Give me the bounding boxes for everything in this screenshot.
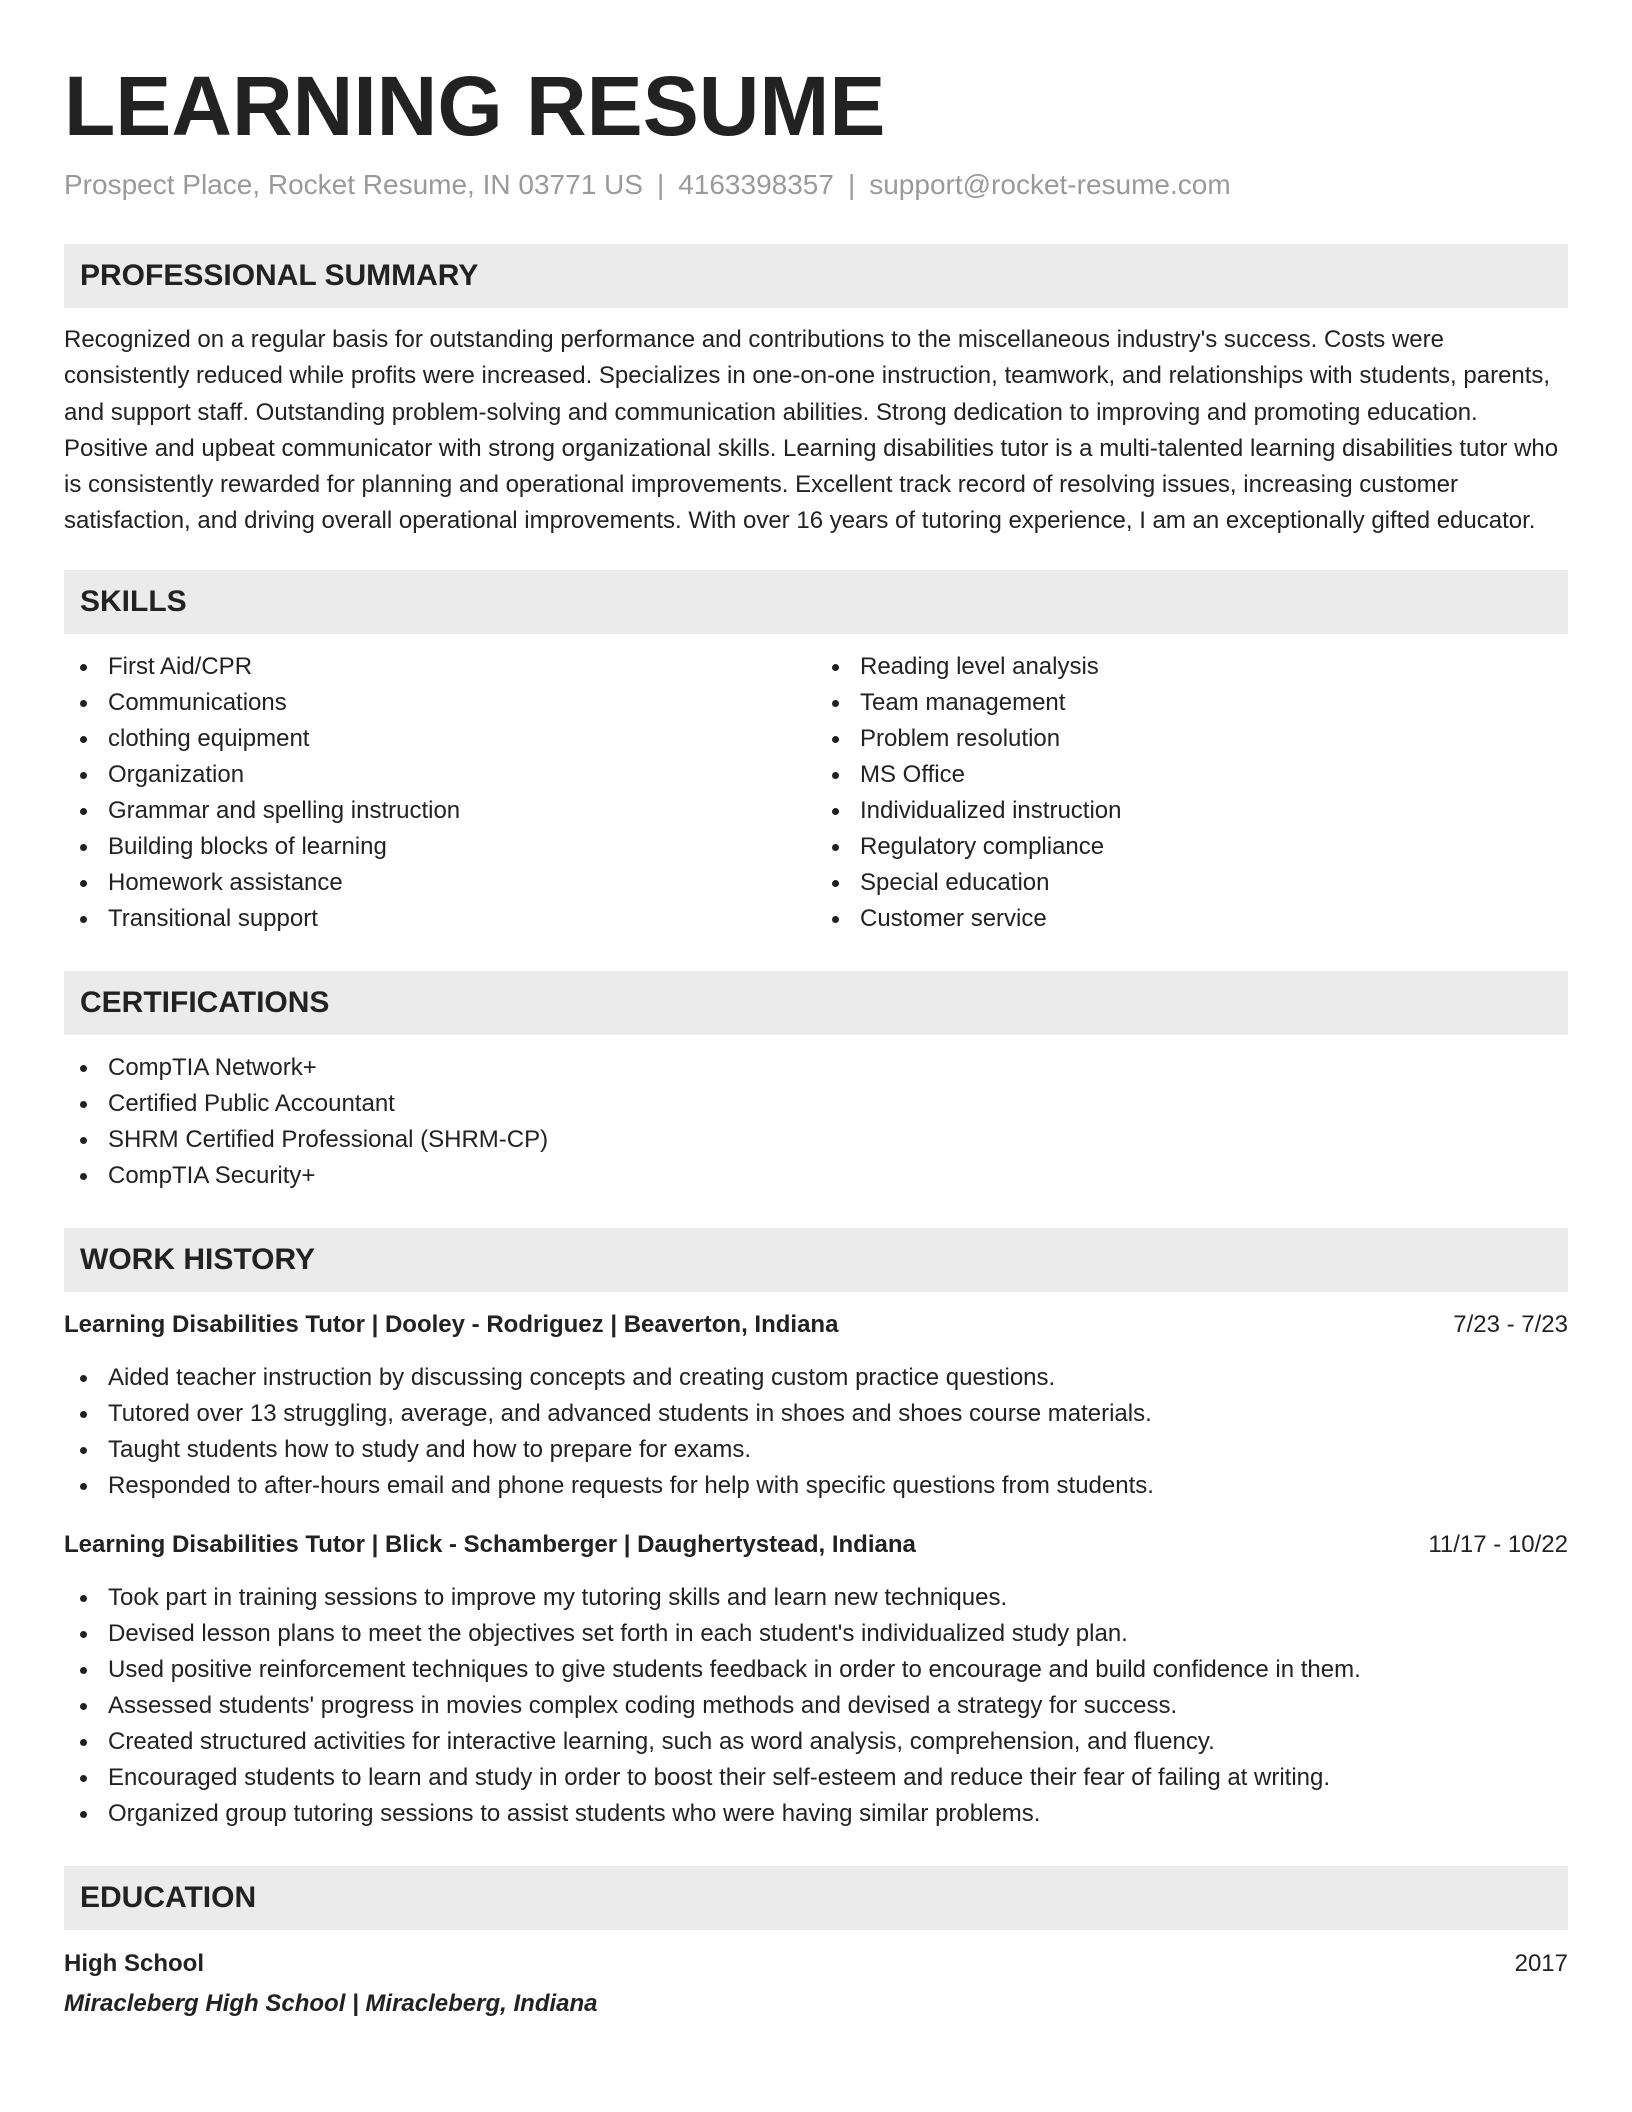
contact-separator: | bbox=[847, 169, 856, 200]
job-dates: 11/17 - 10/22 bbox=[1428, 1530, 1568, 1558]
job-bullets bbox=[64, 1360, 1568, 1504]
summary-heading: PROFESSIONAL SUMMARY bbox=[64, 244, 1568, 308]
list-item: Assessed students' progress in movies complex coding methods and devised a strategy for success. bbox=[64, 1688, 1568, 1724]
list-item: Organization bbox=[64, 757, 816, 793]
job-dates: 7/23 - 7/23 bbox=[1453, 1310, 1568, 1338]
list-item: Tutored over 13 struggling, average, and advanced students in shoes and shoes course materials. bbox=[64, 1396, 1568, 1432]
list-item: SHRM Certified Professional (SHRM-CP) bbox=[64, 1122, 1568, 1158]
contact-line bbox=[64, 168, 1568, 202]
contact-address: Prospect Place, Rocket Resume, IN 03771 US bbox=[64, 169, 643, 200]
education-year: 2017 bbox=[1514, 1949, 1568, 1977]
list-item: Organized group tutoring sessions to assist students who were having similar problems. bbox=[64, 1796, 1568, 1832]
list-item: Taught students how to study and how to prepare for exams. bbox=[64, 1432, 1568, 1468]
list-item: Team management bbox=[816, 685, 1568, 721]
list-item: Regulatory compliance bbox=[816, 829, 1568, 865]
skills-column-left bbox=[64, 649, 816, 937]
list-item: Took part in training sessions to improve my tutoring skills and learn new techniques. bbox=[64, 1580, 1568, 1616]
list-item: Responded to after-hours email and phone requests for help with specific questions from students. bbox=[64, 1468, 1568, 1504]
summary-text: Recognized on a regular basis for outstanding performance and contributions to the miscellaneous industry's success. Costs were consistently reduced while profits were increased. Specializes in one-on-one instruction, teamwork, and relationships with students, parents, and support staff. Outstanding problem-solving and communication abilities. Strong dedication to improving and promoting education. Positive and upbeat communicator with strong organizational skills. Learning disabilities tutor is a multi-talented learning disabilities tutor who is consistently rewarded for planning and operational improvements. Excellent track record of resolving issues, increasing customer satisfaction, and driving overall operational improvements. With over 16 years of tutoring experience, I am an exceptionally gifted educator. bbox=[64, 326, 1559, 535]
skills-column-right bbox=[816, 649, 1568, 937]
list-item: CompTIA Security+ bbox=[64, 1158, 1568, 1194]
contact-email: support@rocket-resume.com bbox=[869, 169, 1231, 200]
certifications-section bbox=[64, 971, 1568, 1194]
resume-name: LEARNING RESUME bbox=[64, 59, 886, 153]
skills-list-right bbox=[816, 649, 1568, 937]
job-entry bbox=[64, 1308, 1568, 1504]
list-item: Certified Public Accountant bbox=[64, 1086, 1568, 1122]
list-item: Reading level analysis bbox=[816, 649, 1568, 685]
job-header-row bbox=[64, 1528, 1568, 1562]
list-item: Problem resolution bbox=[816, 721, 1568, 757]
education-section bbox=[64, 1866, 1568, 2021]
skills-list-left bbox=[64, 649, 816, 937]
list-item: Homework assistance bbox=[64, 865, 816, 901]
list-item: Grammar and spelling instruction bbox=[64, 793, 816, 829]
education-degree: High School bbox=[64, 1949, 204, 1977]
list-item: Devised lesson plans to meet the objectives set forth in each student's individualized study plan. bbox=[64, 1616, 1568, 1652]
list-item: Communications bbox=[64, 685, 816, 721]
skills-heading: SKILLS bbox=[64, 570, 1568, 634]
education-school: Miracleberg High School | Miracleberg, Indiana bbox=[64, 1989, 598, 2017]
list-item: Customer service bbox=[816, 901, 1568, 937]
certifications-list bbox=[64, 1050, 1568, 1194]
education-header-row bbox=[64, 1947, 1568, 1981]
education-heading: EDUCATION bbox=[64, 1866, 1568, 1930]
list-item: CompTIA Network+ bbox=[64, 1050, 1568, 1086]
jobs-container bbox=[64, 1308, 1568, 1832]
list-item: Aided teacher instruction by discussing concepts and creating custom practice questions. bbox=[64, 1360, 1568, 1396]
job-entry bbox=[64, 1528, 1568, 1832]
list-item: Created structured activities for interactive learning, such as word analysis, comprehension, and fluency. bbox=[64, 1724, 1568, 1760]
summary-section bbox=[64, 244, 1568, 540]
contact-phone: 4163398357 bbox=[678, 169, 834, 200]
list-item: Special education bbox=[816, 865, 1568, 901]
list-item: Transitional support bbox=[64, 901, 816, 937]
skills-grid bbox=[64, 649, 1568, 937]
list-item: clothing equipment bbox=[64, 721, 816, 757]
list-item: MS Office bbox=[816, 757, 1568, 793]
certifications-heading: CERTIFICATIONS bbox=[64, 971, 1568, 1035]
list-item: Building blocks of learning bbox=[64, 829, 816, 865]
job-title: Learning Disabilities Tutor | Dooley - Rodriguez | Beaverton, Indiana bbox=[64, 1310, 839, 1338]
job-bullets bbox=[64, 1580, 1568, 1832]
list-item: First Aid/CPR bbox=[64, 649, 816, 685]
list-item: Used positive reinforcement techniques to give students feedback in order to encourage and build confidence in them. bbox=[64, 1652, 1568, 1688]
list-item: Encouraged students to learn and study in order to boost their self-esteem and reduce their fear of failing at writing. bbox=[64, 1760, 1568, 1796]
contact-separator: | bbox=[656, 169, 665, 200]
skills-section bbox=[64, 570, 1568, 937]
job-title: Learning Disabilities Tutor | Blick - Schamberger | Daughertystead, Indiana bbox=[64, 1530, 916, 1558]
work-history-heading: WORK HISTORY bbox=[64, 1228, 1568, 1292]
work-history-section bbox=[64, 1228, 1568, 1832]
list-item: Individualized instruction bbox=[816, 793, 1568, 829]
job-header-row bbox=[64, 1308, 1568, 1342]
